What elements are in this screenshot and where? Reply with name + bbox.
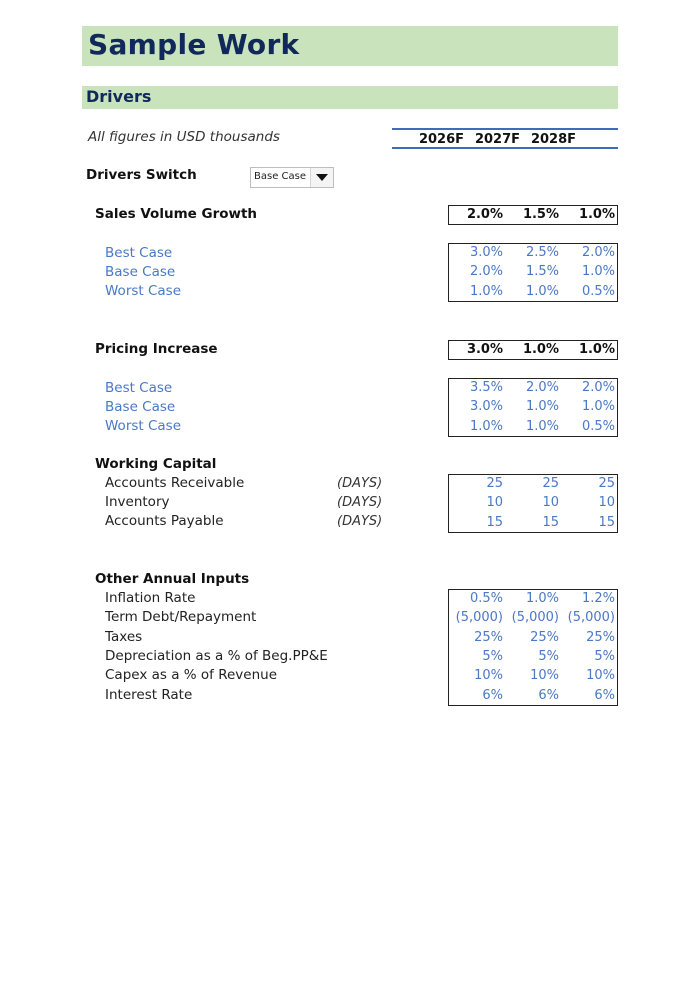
pricing-scenario-box: [448, 378, 618, 437]
input-cell[interactable]: (5,000): [567, 610, 615, 626]
scenario-label: Base Case: [105, 264, 176, 280]
table-row: [449, 629, 617, 648]
row-label: Interest Rate: [105, 687, 193, 703]
value-cell: 2.0%: [466, 207, 503, 222]
row-label: Depreciation as a % of Beg.PP&E: [105, 648, 328, 664]
input-cell[interactable]: 2.0%: [581, 245, 615, 260]
year-header-1: 2027F: [474, 132, 520, 147]
row-label: Inflation Rate: [105, 590, 196, 606]
pricing-active-row: [449, 341, 617, 360]
input-cell[interactable]: 1.0%: [581, 399, 615, 415]
pricing-active-box: [448, 340, 618, 360]
input-cell[interactable]: 1.0%: [525, 399, 559, 415]
scenario-label: Best Case: [105, 245, 173, 261]
input-cell[interactable]: 6%: [482, 687, 503, 703]
table-row: [449, 263, 617, 282]
section-title: Drivers: [86, 87, 152, 106]
table-row: [449, 687, 617, 706]
input-cell[interactable]: 2.0%: [525, 380, 559, 395]
input-cell[interactable]: 10%: [474, 668, 503, 684]
input-cell[interactable]: 1.0%: [469, 283, 503, 299]
input-cell[interactable]: 5%: [594, 648, 615, 664]
drivers-switch-label: Drivers Switch: [86, 167, 197, 183]
input-cell[interactable]: 25: [598, 476, 615, 491]
row-label: Inventory: [105, 494, 170, 510]
input-cell[interactable]: 25: [542, 476, 559, 491]
year-header-2: 2028F: [530, 132, 576, 147]
row-label: Term Debt/Repayment: [105, 609, 257, 625]
title-band: [82, 26, 618, 66]
input-cell[interactable]: 6%: [538, 687, 559, 703]
row-label: Accounts Receivable: [105, 475, 245, 491]
input-cell[interactable]: 0.5%: [581, 283, 615, 299]
input-cell[interactable]: 25%: [474, 629, 503, 645]
working-capital-title: Working Capital: [95, 456, 217, 472]
section-band: [82, 86, 618, 109]
table-row: [449, 609, 617, 628]
input-cell[interactable]: 2.0%: [581, 380, 615, 395]
input-cell[interactable]: 25%: [530, 629, 559, 645]
year-header-0: 2026F: [418, 132, 464, 147]
input-cell[interactable]: 25%: [586, 629, 615, 645]
input-cell[interactable]: 2.0%: [469, 264, 503, 280]
dropdown-selected-value: Base Case: [254, 171, 307, 182]
row-label: Taxes: [105, 629, 143, 645]
input-cell[interactable]: 1.0%: [525, 283, 559, 299]
input-cell[interactable]: 5%: [538, 648, 559, 664]
chevron-down-icon: [316, 174, 328, 181]
sales-volume-active-row: [449, 206, 617, 225]
table-row: [449, 648, 617, 667]
input-cell[interactable]: 10%: [530, 668, 559, 684]
input-cell[interactable]: (5,000): [511, 610, 559, 626]
other-inputs-box: [448, 589, 618, 706]
input-cell[interactable]: 3.0%: [469, 245, 503, 260]
input-cell[interactable]: 6%: [594, 687, 615, 703]
dropdown-button[interactable]: [310, 168, 333, 187]
table-row: [449, 418, 617, 437]
sales-volume-title: Sales Volume Growth: [95, 206, 258, 222]
input-cell[interactable]: 15: [486, 514, 503, 530]
sales-volume-scenario-box: [448, 243, 618, 302]
input-cell[interactable]: 0.5%: [469, 591, 503, 606]
input-cell[interactable]: 0.5%: [581, 418, 615, 434]
table-row: [449, 398, 617, 417]
sales-volume-active-box: [448, 205, 618, 225]
scenario-label: Best Case: [105, 380, 173, 396]
scenario-label: Worst Case: [105, 283, 182, 299]
input-cell[interactable]: 2.5%: [525, 245, 559, 260]
input-cell[interactable]: 10%: [586, 668, 615, 684]
page-title: Sample Work: [88, 28, 300, 61]
working-capital-box: [448, 474, 618, 533]
input-cell[interactable]: 5%: [482, 648, 503, 664]
row-label: Accounts Payable: [105, 513, 224, 529]
unit-label: (DAYS): [337, 495, 383, 510]
table-row: [449, 475, 617, 494]
input-cell[interactable]: 15: [542, 514, 559, 530]
year-header: [392, 128, 618, 149]
value-cell: 1.0%: [522, 342, 559, 357]
input-cell[interactable]: 10: [542, 495, 559, 511]
table-row: [449, 514, 617, 533]
unit-label: (DAYS): [337, 514, 383, 529]
input-cell[interactable]: 1.0%: [581, 264, 615, 280]
input-cell[interactable]: 10: [598, 495, 615, 511]
scenario-label: Worst Case: [105, 418, 182, 434]
input-cell[interactable]: 1.2%: [581, 591, 615, 606]
table-row: [449, 283, 617, 302]
unit-label: (DAYS): [337, 476, 383, 491]
table-row: [449, 494, 617, 513]
table-row: [449, 667, 617, 686]
table-row: [449, 379, 617, 398]
value-cell: 1.0%: [578, 342, 615, 357]
table-row: [449, 244, 617, 263]
scenario-label: Base Case: [105, 399, 176, 415]
input-cell[interactable]: 25: [486, 476, 503, 491]
input-cell[interactable]: 1.0%: [525, 591, 559, 606]
drivers-switch-dropdown[interactable]: [250, 167, 334, 188]
input-cell[interactable]: 1.0%: [525, 418, 559, 434]
input-cell[interactable]: 1.0%: [469, 418, 503, 434]
value-cell: 3.0%: [466, 342, 503, 357]
input-cell[interactable]: 3.5%: [469, 380, 503, 395]
input-cell[interactable]: 3.0%: [469, 399, 503, 415]
input-cell[interactable]: 10: [486, 495, 503, 511]
row-label: Capex as a % of Revenue: [105, 667, 277, 683]
units-note: All figures in USD thousands: [88, 129, 280, 145]
value-cell: 1.5%: [522, 207, 559, 222]
input-cell[interactable]: 15: [598, 514, 615, 530]
input-cell[interactable]: 1.5%: [525, 264, 559, 280]
input-cell[interactable]: (5,000): [455, 610, 503, 626]
value-cell: 1.0%: [578, 207, 615, 222]
table-row: [449, 590, 617, 609]
pricing-title: Pricing Increase: [95, 341, 218, 357]
other-inputs-title: Other Annual Inputs: [95, 571, 250, 587]
